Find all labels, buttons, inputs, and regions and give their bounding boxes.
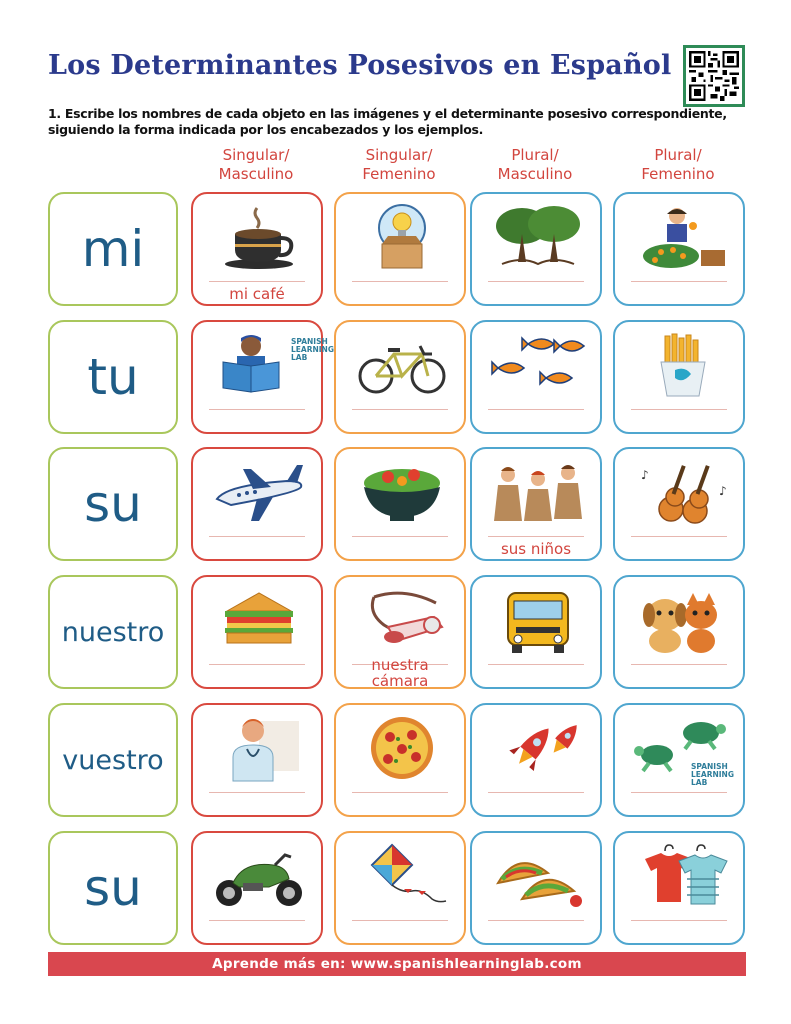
answer-line [488, 664, 584, 665]
spanish-learning-lab-watermark: SPANISH LEARNING LAB [291, 337, 334, 362]
picture-card-dog-and-cat[interactable] [613, 575, 745, 689]
determiner-card-tu: tu [48, 320, 178, 434]
french-fries-icon [631, 332, 731, 398]
svg-text:♪: ♪ [641, 468, 649, 482]
column-header-plural-masculino: Plural/ Masculino [497, 146, 573, 183]
coffee-cup-icon [209, 204, 309, 270]
motorcycle-icon [209, 843, 309, 909]
school-bus-icon [488, 587, 588, 653]
determiner-card-su: su [48, 831, 178, 945]
shirts-icon [631, 843, 731, 909]
picture-card-rockets[interactable] [470, 703, 602, 817]
answer-line [631, 536, 727, 537]
picture-card-coffee[interactable] [191, 192, 323, 306]
tacos-icon [488, 843, 588, 909]
spanish-learning-lab-watermark: SPANISH LEARNING LAB [691, 762, 734, 787]
picture-card-motorcycle[interactable] [191, 831, 323, 945]
lightbulb-box-icon [352, 204, 452, 270]
column-header-singular-femenino: Singular/ Femenino [362, 146, 436, 183]
picture-card-airplane[interactable] [191, 447, 323, 561]
airplane-icon [209, 459, 309, 525]
kite-icon [352, 843, 452, 909]
answer-line [488, 281, 584, 282]
picture-card-vacuum-cleaner[interactable] [334, 575, 466, 689]
picture-card-nurse[interactable] [191, 703, 323, 817]
picture-card-turtles[interactable] [613, 703, 745, 817]
example-answer: mi café [229, 285, 285, 303]
svg-text:♪: ♪ [719, 484, 727, 498]
answer-line [352, 792, 448, 793]
answer-line [631, 792, 727, 793]
answer-line [488, 409, 584, 410]
picture-card-sandwich[interactable] [191, 575, 323, 689]
answer-line [209, 536, 305, 537]
answer-line [209, 664, 305, 665]
column-header-singular-masculino: Singular/ Masculino [218, 146, 294, 183]
answer-line [209, 920, 305, 921]
answer-line [209, 281, 305, 282]
vacuum-cleaner-icon [352, 587, 452, 653]
picture-card-children-sack-race[interactable] [470, 447, 602, 561]
footer-banner[interactable]: Aprende más en: www.spanishlearninglab.com [48, 952, 746, 976]
answer-line [352, 281, 448, 282]
picture-card-orange-vendor[interactable] [613, 192, 745, 306]
column-header-plural-femenino: Plural/ Femenino [641, 146, 715, 183]
children-sack-race-icon [488, 459, 588, 525]
answer-line [209, 409, 305, 410]
example-answer: nuestra cámara [371, 656, 429, 690]
fish-icon [488, 332, 588, 398]
determiner-card-vuestro: vuestro [48, 703, 178, 817]
sandwich-icon [209, 587, 309, 653]
picture-card-idea-box[interactable] [334, 192, 466, 306]
answer-line [488, 920, 584, 921]
answer-line [352, 409, 448, 410]
dog-and-cat-icon [631, 587, 731, 653]
picture-card-guitars[interactable] [613, 447, 745, 561]
picture-card-school-bus[interactable] [470, 575, 602, 689]
bicycle-icon [352, 332, 452, 398]
answer-line [209, 792, 305, 793]
instructions: 1. Escribe los nombres de cada objeto en las imágenes y el determinante posesivo correspondiente, siguiendo la forma indicada por los encabezados y los ejemplos. [48, 106, 727, 137]
answer-line [631, 920, 727, 921]
trees-icon [488, 204, 588, 270]
answer-line [352, 536, 448, 537]
picture-card-kite[interactable] [334, 831, 466, 945]
answer-line [352, 920, 448, 921]
picture-card-boy-reading[interactable] [191, 320, 334, 434]
guitars-icon [631, 459, 731, 525]
pizza-icon [352, 715, 452, 781]
answer-line [631, 281, 727, 282]
qr-code [683, 45, 745, 107]
page-title: Los Determinantes Posesivos en Español [48, 50, 672, 81]
answer-line [488, 792, 584, 793]
determiner-card-mi: mi [48, 192, 178, 306]
answer-line [488, 536, 584, 537]
answer-line [631, 409, 727, 410]
salad-icon [352, 459, 452, 525]
answer-line [631, 664, 727, 665]
determiner-card-nuestro: nuestro [48, 575, 178, 689]
nurse-icon [209, 715, 309, 781]
picture-card-tacos[interactable] [470, 831, 602, 945]
picture-card-shirts[interactable] [613, 831, 745, 945]
picture-card-salad[interactable] [334, 447, 466, 561]
picture-card-bicycle[interactable] [334, 320, 466, 434]
orange-vendor-icon [631, 204, 731, 270]
rockets-icon [488, 715, 588, 781]
picture-card-trees[interactable] [470, 192, 602, 306]
picture-card-pizza[interactable] [334, 703, 466, 817]
picture-card-fish[interactable] [470, 320, 602, 434]
picture-card-french-fries[interactable] [613, 320, 745, 434]
determiner-card-su: su [48, 447, 178, 561]
example-answer: sus niños [500, 540, 572, 558]
